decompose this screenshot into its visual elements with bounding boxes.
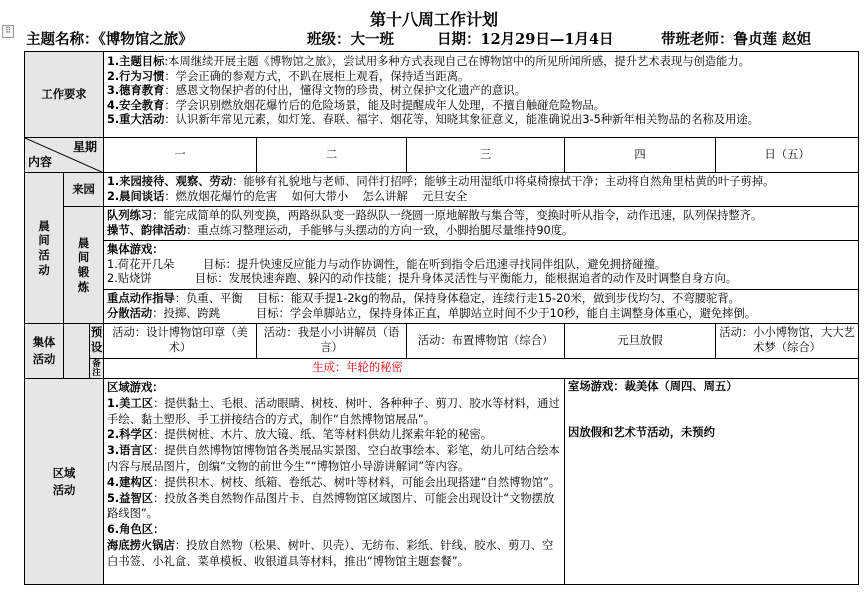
morning-activity-label: 晨间活动 bbox=[25, 173, 64, 324]
area-item-science: 2.科学区：提供树桩、木片、放大镜、纸、笔等材料供幼儿探索年轮的秘密。 bbox=[107, 428, 492, 442]
work-requirements-label: 工作要求 bbox=[25, 52, 104, 138]
group-games-content bbox=[104, 241, 859, 290]
arrival-item: 1.来园接待、观察、劳动：能够有礼貌地与老师、同伴打招呼；能够主动用湿纸巾将桌椅擦拭干净；主动将自然角里枯黄的叶子剪掉。 bbox=[107, 175, 775, 188]
area-games-content bbox=[104, 379, 565, 585]
requirement-item: 2.行为习惯：学会正确的参观方式，不趴在展柜上观看，保持适当距离。 bbox=[107, 69, 470, 83]
day-header-2: 二 bbox=[257, 138, 407, 173]
day-header-3: 三 bbox=[407, 138, 565, 173]
note-label: 备注 bbox=[90, 359, 104, 379]
group-activity-day-4: 元旦放假 bbox=[565, 324, 716, 359]
room-games-note: 因放假和艺术节活动，未预约 bbox=[568, 425, 715, 439]
area-item-puzzle: 5.益智区：投放各类自然物作品图片卡、自然博物馆区域图片、可能会出现设计“文物摆放路线图”。 bbox=[107, 491, 555, 521]
group-activity-label: 集体活动 bbox=[25, 324, 64, 379]
area-item-language: 3.语言区：提供自然博物馆博物馆各类展品实景图、空白故事绘本、彩笔，幼儿可结合绘本内容与展品图片，创编“文物的前世今生”“博物馆小导游讲解词”等内容。 bbox=[107, 444, 560, 473]
morning-exercise-label: 晨间锻炼 bbox=[64, 207, 104, 324]
theme-field bbox=[26, 28, 193, 49]
key-movement-content bbox=[104, 290, 859, 324]
work-requirements-row bbox=[25, 52, 859, 138]
preset-label: 预设 bbox=[90, 324, 104, 359]
weekday-header-row bbox=[25, 138, 859, 173]
exercise-drill-content bbox=[104, 207, 859, 241]
class-label: 班级： bbox=[307, 31, 351, 48]
exercise-row-1 bbox=[25, 207, 859, 241]
group-preset-row bbox=[25, 324, 859, 359]
weekly-plan-table bbox=[24, 51, 859, 585]
day-header-1: 一 bbox=[104, 138, 257, 173]
area-right-content bbox=[565, 379, 859, 585]
movement-item: 重点动作指导：负重、平衡 目标：能双手提1-2kg的物品，保持身体稳定，连续行走15-20米，做到步伐均匀、不弯腰驼背。 bbox=[107, 292, 740, 305]
date-field bbox=[437, 28, 614, 49]
area-activity-row bbox=[25, 379, 859, 585]
date-label: 日期： bbox=[437, 31, 481, 48]
room-games-title: 室场游戏：裁美体（周四、周五） bbox=[568, 380, 738, 393]
area-activity-label: 区域活动 bbox=[25, 379, 104, 585]
date-value: 12月29日—1月4日 bbox=[480, 31, 614, 48]
arrival-label: 来园 bbox=[64, 173, 104, 207]
group-activity-spacer bbox=[64, 324, 90, 379]
group-game-item: 2.贴烧饼 目标：发展快速奔跑、躲闪的动作技能；提升身体灵活性与平衡能力，能根据追者的动作及时调整自身方向。 bbox=[107, 272, 738, 286]
class-field bbox=[307, 28, 394, 49]
movement-item: 分散活动：投掷、跨跳 目标：学会单脚站立，保持身体正直，单脚站立时间不少于10秒，能自主调整身体重心，避免摔倒。 bbox=[107, 306, 757, 320]
area-item-role-play: 6.角色区： bbox=[107, 523, 165, 537]
teacher-label: 带班老师： bbox=[661, 31, 734, 48]
content-corner-label: 内容 bbox=[28, 155, 53, 170]
arrival-row bbox=[25, 173, 859, 207]
group-activity-day-5: 活动：小小博物馆，大大艺术梦（综合） bbox=[716, 324, 859, 359]
weekday-content-corner bbox=[25, 138, 104, 173]
arrival-item: 2.晨间谈话：燃放烟花爆竹的危害 如何大带小 怎么讲解 元旦安全 bbox=[107, 189, 468, 203]
group-activity-day-3: 活动：布置博物馆（综合） bbox=[407, 324, 565, 359]
area-item-construction: 4.建构区：提供积木、树枝、纸箱、卷纸芯、树叶等材料，可能会出现搭建“自然博物馆”。 bbox=[107, 475, 561, 489]
page-title: 第十八周工作计划 bbox=[369, 10, 498, 29]
group-activity-day-2: 活动：我是小小讲解员（语言） bbox=[257, 324, 407, 359]
weekday-corner-label: 星期 bbox=[73, 140, 98, 154]
class-value: 大一班 bbox=[350, 31, 394, 48]
day-header-4: 四 bbox=[565, 138, 716, 173]
theme-label: 主题名称： bbox=[26, 31, 99, 48]
exercise-item: 队列练习：能完成简单的队列变换，两路纵队变一路纵队一绕圆一原地解散与集合等，变换时听从指令，动作迅速，队列保持整齐。 bbox=[107, 209, 763, 222]
group-activity-day-1: 活动：设计博物馆印章（美术） bbox=[104, 324, 257, 359]
requirement-item: 4.安全教育：学会识别燃放烟花爆竹后的危险场景，能及时提醒成年人处理，不擅自触碰危险物品。 bbox=[107, 98, 605, 112]
area-games-head: 区域游戏： bbox=[107, 381, 164, 394]
table-move-handle[interactable]: ⠿ bbox=[2, 25, 14, 38]
requirement-item: 5.重大活动：认识新年常见元素，如灯笼、春联、福字、烟花等，知晓其象征意义，能准确说出3-5种新年相关物品的名称及用途。 bbox=[107, 113, 759, 127]
day-header-5: 日（五） bbox=[716, 138, 859, 173]
area-item-art: 1.美工区：提供黏土、毛根、活动眼睛、树枝、树叶、各种种子、剪刀、胶水等材料，通过手绘、黏土塑形、手工拼接结合的方式，制作“自然博物馆展品”。 bbox=[107, 396, 560, 426]
requirement-item: 1.主题目标:本周继续开展主题《博物馆之旅》，尝试用多种方式表现自己在博物馆中的所见所闻所感，提升艺术表现与创造能力。 bbox=[107, 55, 750, 68]
group-games-head: 集体游戏： bbox=[107, 243, 164, 256]
work-requirements-content bbox=[104, 52, 859, 138]
theme-value: 《博物馆之旅》 bbox=[98, 31, 193, 48]
area-item-hotpot-shop: 海底捞火锅店：投放自然物（松果、树叶、贝壳）、无纺布、彩纸、针线、胶水、剪刀、空白书签、小礼盒、菜单模板、收银道具等材料，推出“博物馆主题套餐”。 bbox=[107, 538, 554, 568]
group-game-item: 1.荷花开几朵 目标：提升快速反应能力与动作协调性，能在听到指令后迅速寻找同伴组队，避免拥挤碰撞。 bbox=[107, 257, 667, 271]
group-note-content: 生成：年轮的秘密 bbox=[104, 359, 859, 379]
group-note-row bbox=[25, 359, 859, 379]
arrival-content bbox=[104, 173, 859, 207]
teacher-field bbox=[661, 28, 811, 49]
exercise-row-3 bbox=[25, 290, 859, 324]
requirement-item: 3.德育教育：感恩文物保护者的付出，懂得文物的珍贵，树立保护文化遗产的意识。 bbox=[107, 84, 526, 98]
teacher-value: 鲁贞莲 赵妲 bbox=[733, 31, 812, 48]
exercise-row-2 bbox=[25, 241, 859, 290]
exercise-item: 操节、韵律活动：重点练习整理运动，手能够与头摆动的方向一致，小脚抬腿尽量维持90度。 bbox=[107, 223, 574, 237]
